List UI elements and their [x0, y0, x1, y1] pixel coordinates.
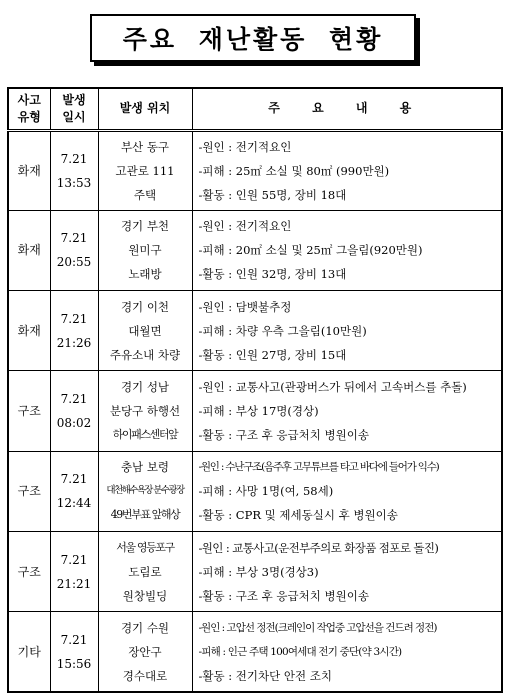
title-box [90, 14, 416, 62]
incident-details [192, 451, 502, 531]
damage-line: -피해 : 20㎡ 소실 및 25㎡ 그을림(920만원) [198, 243, 423, 258]
incident-details [192, 291, 502, 371]
disaster-table [7, 87, 503, 693]
table-row [8, 451, 502, 531]
activity-line: -활동 : CPR 및 제세동실시 후 병원이송 [198, 508, 398, 523]
activity-line: -활동 : 인원 55명, 장비 18대 [198, 187, 347, 202]
activity-line: -활동 : 인원 32명, 장비 13대 [198, 267, 347, 282]
incident-date: 7.21 12:44 [50, 451, 98, 531]
header-date: 발생 일시 [50, 88, 98, 130]
incident-location: 경기 성남 분당구 하행선 하이패스센터앞 [98, 371, 192, 451]
incident-type: 화재 [8, 291, 50, 371]
header-location: 발생 위치 [98, 88, 192, 130]
page-title: 주요 재난활동 현황 [122, 25, 384, 54]
incident-date: 7.21 21:21 [50, 531, 98, 611]
activity-line: -활동 : 인원 27명, 장비 15대 [198, 347, 347, 362]
incident-details [192, 130, 502, 210]
incident-date: 7.21 20:55 [50, 210, 98, 290]
incident-location: 경기 부천 원미구 노래방 [98, 210, 192, 290]
damage-line: -피해 : 사망 1명(여, 58세) [198, 484, 334, 499]
incident-type: 구조 [8, 371, 50, 451]
incident-date: 7.21 13:53 [50, 130, 98, 210]
incident-date: 7.21 08:02 [50, 371, 98, 451]
table-row [8, 130, 502, 210]
table-row [8, 291, 502, 371]
activity-line: -활동 : 구조 후 응급처치 병원이송 [198, 588, 369, 603]
incident-location: 부산 동구 고관로 111 주택 [98, 130, 192, 210]
activity-line: -활동 : 구조 후 응급처치 병원이송 [198, 427, 369, 442]
incident-details [192, 210, 502, 290]
damage-line: -피해 : 부상 17명(경상) [198, 403, 319, 418]
incident-type: 화재 [8, 210, 50, 290]
table-row [8, 371, 502, 451]
cause-line: -원인 : 담뱃불추정 [198, 299, 292, 314]
cause-line: -원인 : 고압선 정전(크레인이 작업중 고압선을 건드려 정전) [198, 621, 437, 634]
cause-line: -원인 : 전기적요인 [198, 219, 292, 234]
table-row [8, 210, 502, 290]
incident-location: 충남 보령 대천해수욕장 분수광장 49번부표 앞해상 [98, 451, 192, 531]
cause-line: -원인 : 수난구조(음주후 고무튜브를 타고 바다에 들어가 익수) [198, 461, 439, 474]
cause-line: -원인 : 교통사고(운전부주의로 화장품 점포로 돌진) [198, 540, 439, 555]
damage-line: -피해 : 차량 우측 그을림(10만원) [198, 323, 367, 338]
table-row [8, 531, 502, 611]
incident-details [192, 531, 502, 611]
table-row [8, 612, 502, 692]
header-row [8, 88, 502, 130]
incident-date: 7.21 21:26 [50, 291, 98, 371]
incident-location: 서울 영등포구 도림로 원창빌딩 [98, 531, 192, 611]
incident-type: 기타 [8, 612, 50, 692]
incident-location: 경기 이천 대월면 주유소내 차량 [98, 291, 192, 371]
header-content: 주 요 내 용 [192, 88, 502, 130]
incident-type: 구조 [8, 531, 50, 611]
incident-type: 구조 [8, 451, 50, 531]
damage-line: -피해 : 인근 주택 100여세대 전기 중단(약 3시간) [198, 645, 402, 658]
damage-line: -피해 : 부상 3명(경상3) [198, 564, 319, 579]
cause-line: -원인 : 교통사고(관광버스가 뒤에서 고속버스를 추돌) [198, 379, 467, 394]
incident-type: 화재 [8, 130, 50, 210]
incident-details [192, 371, 502, 451]
header-type: 사고 유형 [8, 88, 50, 130]
cause-line: -원인 : 전기적요인 [198, 139, 292, 154]
incident-date: 7.21 15:56 [50, 612, 98, 692]
activity-line: -활동 : 전기차단 안전 조치 [198, 668, 332, 683]
damage-line: -피해 : 25㎡ 소실 및 80㎡ (990만원) [198, 163, 390, 178]
incident-location: 경기 수원 장안구 경수대로 [98, 612, 192, 692]
incident-details [192, 612, 502, 692]
